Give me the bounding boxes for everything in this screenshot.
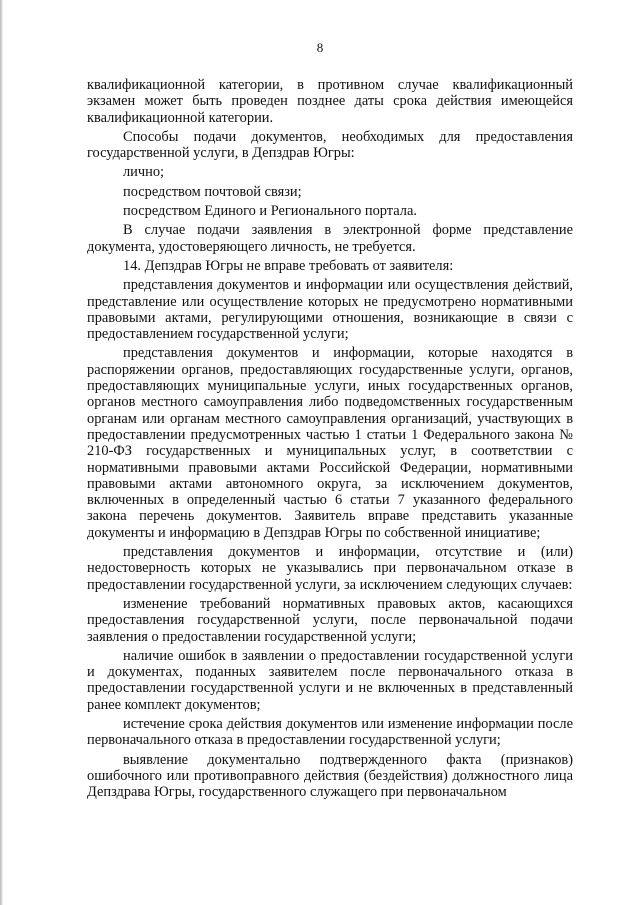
list-item: посредством почтовой связи;: [123, 183, 302, 200]
paragraph: В случае подачи заявления в электронной форме представление документа, удостоверяющего личность, не требуется.: [87, 222, 573, 255]
list-item: выявление документально подтвержденного факта (признаков) ошибочного или противоправного действия (бездействия) должностного лица Депздрава Югры, государственного служащего при первоначальном: [87, 751, 573, 801]
list-item: лично;: [123, 164, 165, 181]
page-number: 8: [316, 40, 324, 55]
paragraph: представления документов и информации или осуществления действий, представление или осуществление которых не предусмотрено нормативными правовыми актами, регулирующими отношения, возникающие в связи с предоставлением государственной услуги;: [87, 277, 573, 343]
list-item: истечение срока действия документов или изменение информации после первоначального отказа в предоставлении государственной услуги;: [87, 715, 573, 749]
section-heading: 14. Депздрав Югры не вправе требовать от заявителя:: [123, 257, 454, 274]
list-item: наличие ошибок в заявлении о предоставлении государственной услуги и документах, поданных заявителем после первоначального отказа в предоставлении государственной услуги и не включенных в представленный ранее комплект документов;: [87, 647, 573, 713]
paragraph: квалификационной категории, в противном случае квалификационный экзамен может быть проведен позднее даты срока действия имеющейся квалификационной категории.: [87, 77, 573, 126]
scan-edge: [0, 0, 3, 905]
paragraph: представления документов и информации, которые находятся в распоряжении органов, предоставляющих государственные услуги, органов, предоставляющих муниципальные услуги, иных государственных органов, органов местного самоуправления либо подведомственных государственным органам или органам местного самоуправления организаций, участвующих в предоставлении предусмотренных частью 1 статьи 1 Федерального закона № 210-ФЗ государственных и муниципальных услуг, в соответствии с нормативными правовыми актами Российской Федерации, нормативными правовыми актами автономного округа, за исключением документов, включенных в определенный частью 6 статьи 7 указанного федерального закона перечень документов. Заявитель вправе представить указанные документы и информацию в Депздрав Югры по собственной инициативе;: [87, 345, 573, 541]
list-item: изменение требований нормативных правовых актов, касающихся предоставления государственной услуги, после первоначальной подачи заявления о предоставлении государственной услуги;: [87, 595, 573, 645]
paragraph: представления документов и информации, отсутствие и (или) недостоверность которых не указывались при первоначальном отказе в предоставлении государственной услуги, за исключением следующих случаев:: [87, 544, 573, 593]
list-item: посредством Единого и Регионального портала.: [123, 203, 417, 220]
paragraph: Способы подачи документов, необходимых для предоставления государственной услуги, в Депздрав Югры:: [87, 128, 573, 162]
document-body: [87, 77, 573, 803]
